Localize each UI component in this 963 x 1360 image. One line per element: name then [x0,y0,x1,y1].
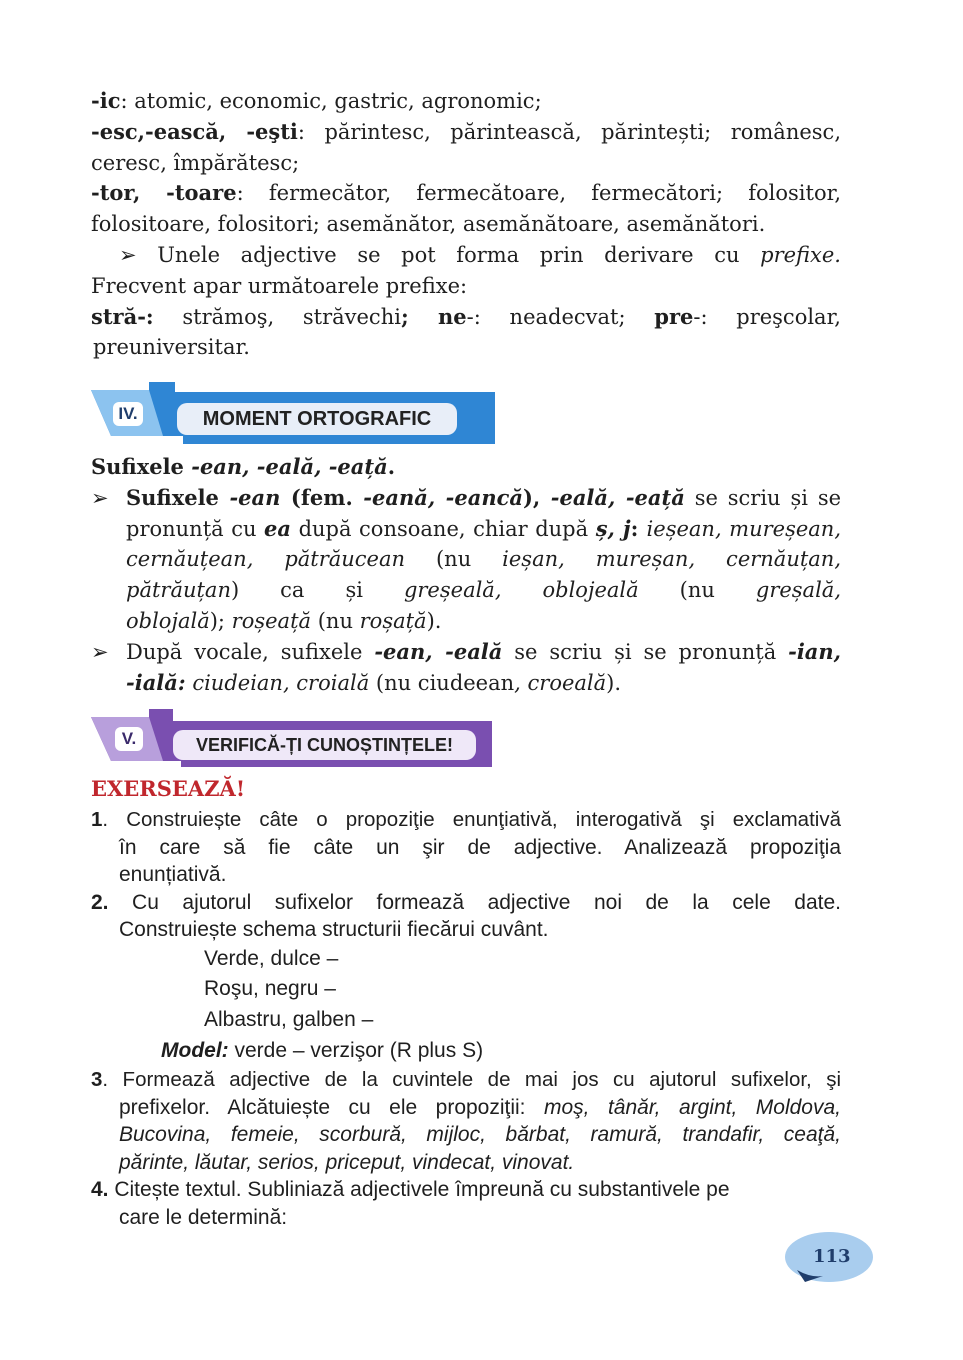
exercise-2: 2. Cu ajutorul sufixelor formează adjective noi de la cele date. Construiește schema structurii fiecărui cuvânt. Verde, dulce – Roşu, negru – Albastru, galben – Model: verde – verzişor (R plus S) [91,889,841,1067]
prefix-intro-line2: Frecvent apar următoarele prefixe: [91,273,468,298]
ortho-bullet-1: ➢ Sufixele -ean (fem. -eană, -eancă), -eală, -eață se scriu și se pronunță cu ea după consoane, chiar după ș, j: ieșean, mureșean, cernăuțean, pătrăucean (nu ieșan, mureșan, cernăuțan, pătrăuțan) ca și greșeală, oblojeală (nu greșală, oblojală); roșeață (nu roșață). [91,484,842,633]
arrow-icon: ➢ [119,242,137,267]
page-number: 113 [813,1246,851,1267]
exercise-2-item: Verde, dulce – [204,946,339,970]
exercises-block [91,806,841,1231]
section-banner-moment-ortografic [91,382,495,444]
section-banner-verifica [91,709,492,767]
exercise-2-model: Model: verde – verzişor (R plus S) [161,1039,484,1062]
ortho-heading: Sufixele -ean, -eală, -eață. [91,454,396,479]
suffix-ic-line: -ic: atomic, economic, gastric, agronomic; [91,88,542,113]
exercise-2-item: Roşu, negru – [204,977,336,1000]
ortho-bullet-2: ➢ După vocale, sufixele -ean, -eală se scriu și se pronunță -ian, -ială: ciudeian, croială (nu ciudeean, croeală). [91,638,841,695]
section-number: V. [115,727,143,751]
suffix-tor-line: -tor, -toare: fermecător, fermecătoare, fermecători; folositor, [91,180,841,206]
arrow-icon: ➢ [91,639,109,664]
suffix-esc-line: -esc,-ească, -eşti: părintesc, părintească, părintești; românesc, [91,118,841,144]
prefix-examples-line2: preuniversitar. [93,335,250,360]
orthography-block [91,452,841,698]
section-number: IV. [113,402,143,426]
arrow-icon: ➢ [91,485,109,510]
prefix-intro: ➢ Unele adjective se pot forma prin derivare cu prefixe. [119,242,841,267]
page-number-badge [783,1230,875,1285]
exercises-heading: EXERSEAZĂ! [91,776,246,801]
suffix-tor-line2: folositoare, folositori; asemănător, asemănătoare, asemănători. [91,212,766,237]
derivation-block [91,86,841,363]
suffix-esc-line2: ceresc, împărătesc; [91,150,300,175]
section-title: VERIFICĂ-ȚI CUNOȘTINȚELE! [173,730,476,760]
prefix-examples: stră-: strămoş, străvechi; ne-: neadecvat; pre-: preşcolar, [91,303,841,329]
section-title: MOMENT ORTOGRAFIC [177,403,457,435]
exercise-1: 1. Construiește câte o propoziţie enunţiativă, interogativă şi exclamativă în care să fie câte un şir de adjective. Analizează propoziţia enunțiativă. [91,808,841,886]
exercise-4: 4. Citește textul. Subliniază adjectivele împreună cu substantivele pe care le determină: [91,1178,730,1229]
exercise-3: 3. Formează adjective de la cuvintele de mai jos cu ajutorul sufixelor, şi prefixelor. Alcătuiește cu ele propoziţii: moş, tânăr, argint, Moldova, Bucovina, femeie, scorbură, mijloc, bărbat, ramură, trandafir, ceaţă, părinte, lăutar, serios, priceput, vindecat, vinovat. [91,1068,841,1174]
exercise-2-item: Albastru, galben – [204,1007,374,1031]
